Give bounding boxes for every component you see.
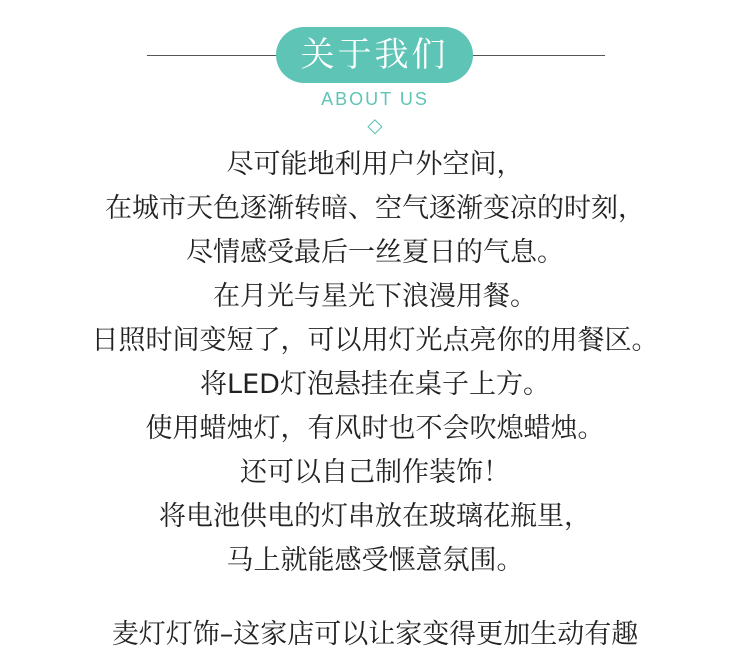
body-line: 还可以自己制作装饰！: [240, 457, 510, 488]
body-line: 尽可能地利用户外空间，: [226, 149, 524, 180]
about-text-block: [0, 143, 750, 583]
diamond-ornament-icon: ◇: [367, 113, 383, 137]
body-line: 日照时间变短了，可以用灯光点亮你的用餐区。: [91, 325, 659, 356]
body-line: 马上就能感受惬意氛围。: [226, 545, 524, 576]
body-line: 在月光与星光下浪漫用餐。: [213, 281, 537, 312]
body-line: 将电池供电的灯串放在玻璃花瓶里，: [159, 501, 591, 532]
section-subtitle: ABOUT US: [321, 89, 429, 109]
right-divider-line: [472, 55, 605, 56]
body-line: 在城市天色逐渐转暗、空气逐渐变凉的时刻，: [105, 193, 645, 224]
body-line: 将LED灯泡悬挂在桌子上方。: [200, 369, 550, 400]
body-line: 尽情感受最后一丝夏日的气息。: [186, 237, 564, 268]
left-divider-line: [147, 55, 277, 56]
brand-tagline: 麦灯灯饰–这家店可以让家变得更加生动有趣: [111, 619, 639, 650]
section-title-pill: 关于我们: [276, 27, 473, 83]
about-us-header: [0, 0, 750, 140]
body-line: 使用蜡烛灯，有风时也不会吹熄蜡烛。: [145, 413, 605, 444]
